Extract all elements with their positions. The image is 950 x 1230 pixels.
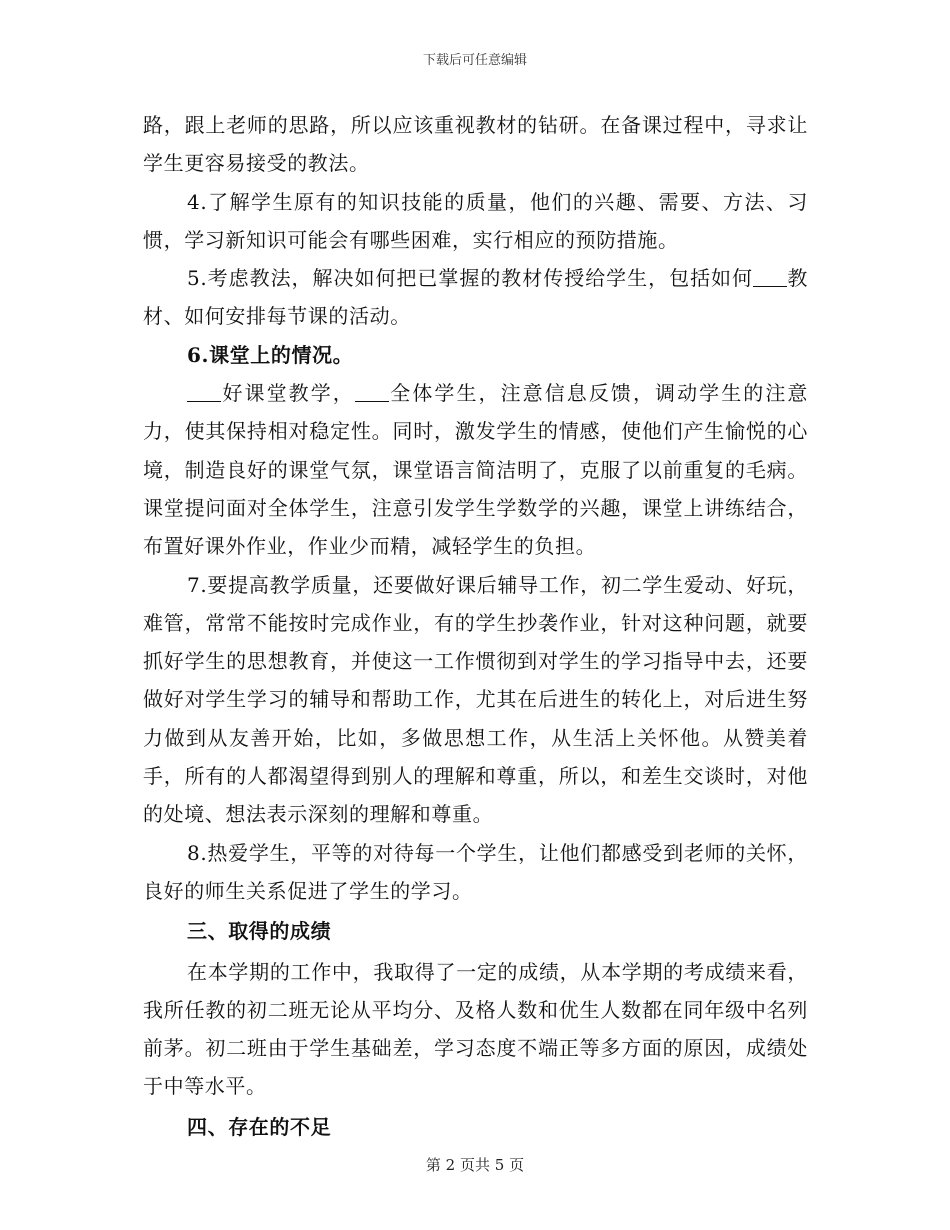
paragraph-item-5-part-a: 5.考虑教法，解决如何把已掌握的教材传授给学生，包括如何 [187,266,754,291]
paragraph-item-7: 7.要提高教学质量，还要做好课后辅导工作，初二学生爱动、好玩，难管，常常不能按时完成作业，有的学生抄袭作业，针对这种问题，就要抓好学生的思想教育，并使这一工作惯彻到对学生的学习指导中去，还要做好对学生学习的辅导和帮助工作，尤其在后进生的转化上，对后进生努力做到从友善开始，比如，多做思想工作，从生活上关怀他。从赞美着手，所有的人都渴望得到别人的理解和尊重，所以，和差生交谈时，对他的处境、想法表示深刻的理解和尊重。 [143,572,808,827]
paragraph-classroom-part-b: 全体学生，注意信息反馈，调动学生的注意力，使其保持相对稳定性。同时，激发学生的情感，使他们产生愉悦的心境，制造良好的课堂气氛，课堂语言简洁明了，克服了以前重复的毛病。课堂提问面对全体学生，注意引发学生学数学的兴趣，课堂上讲练结合，布置好课外作业，作业少而精，减轻学生的负担。 [143,381,808,559]
fill-blank [753,266,787,287]
document-body [143,106,808,1148]
paragraph-continuation: 路，跟上老师的思路，所以应该重视教材的钻研。在备课过程中，寻求让学生更容易接受的教法。 [143,113,808,176]
fill-blank [187,381,221,402]
paragraph-item-5 [143,259,808,336]
section-heading-achievements: 三、取得的成绩 [187,919,332,944]
paragraph-achievements: 在本学期的工作中，我取得了一定的成绩，从本学期的考成绩来看，我所任教的初二班无论从平均分、及格人数和优生人数都在同年级中名列前茅。初二班由于学生基础差，学习态度不端正等多方面的原因，成绩处于中等水平。 [143,959,808,1099]
paragraph-classroom [143,374,808,565]
paragraph-item-8: 8.热爱学生，平等的对待每一个学生，让他们都感受到老师的关怀，良好的师生关系促进了学生的学习。 [143,840,808,903]
paragraph-classroom-part-a: 好课堂教学， [221,381,355,406]
section-heading-6: 6.课堂上的情况。 [187,342,354,367]
page-header: 下载后可任意编辑 [422,53,527,68]
section-heading-shortcomings: 四、存在的不足 [187,1114,332,1139]
paragraph-item-4: 4.了解学生原有的知识技能的质量，他们的兴趣、需要、方法、习惯，学习新知识可能会有哪些困难，实行相应的预防措施。 [143,189,808,252]
paragraph-item-5-part-b: 教材、如何安排每节课的活动。 [143,266,808,329]
page-footer: 第 2 页共 5 页 [425,1156,525,1174]
fill-blank [355,381,389,402]
